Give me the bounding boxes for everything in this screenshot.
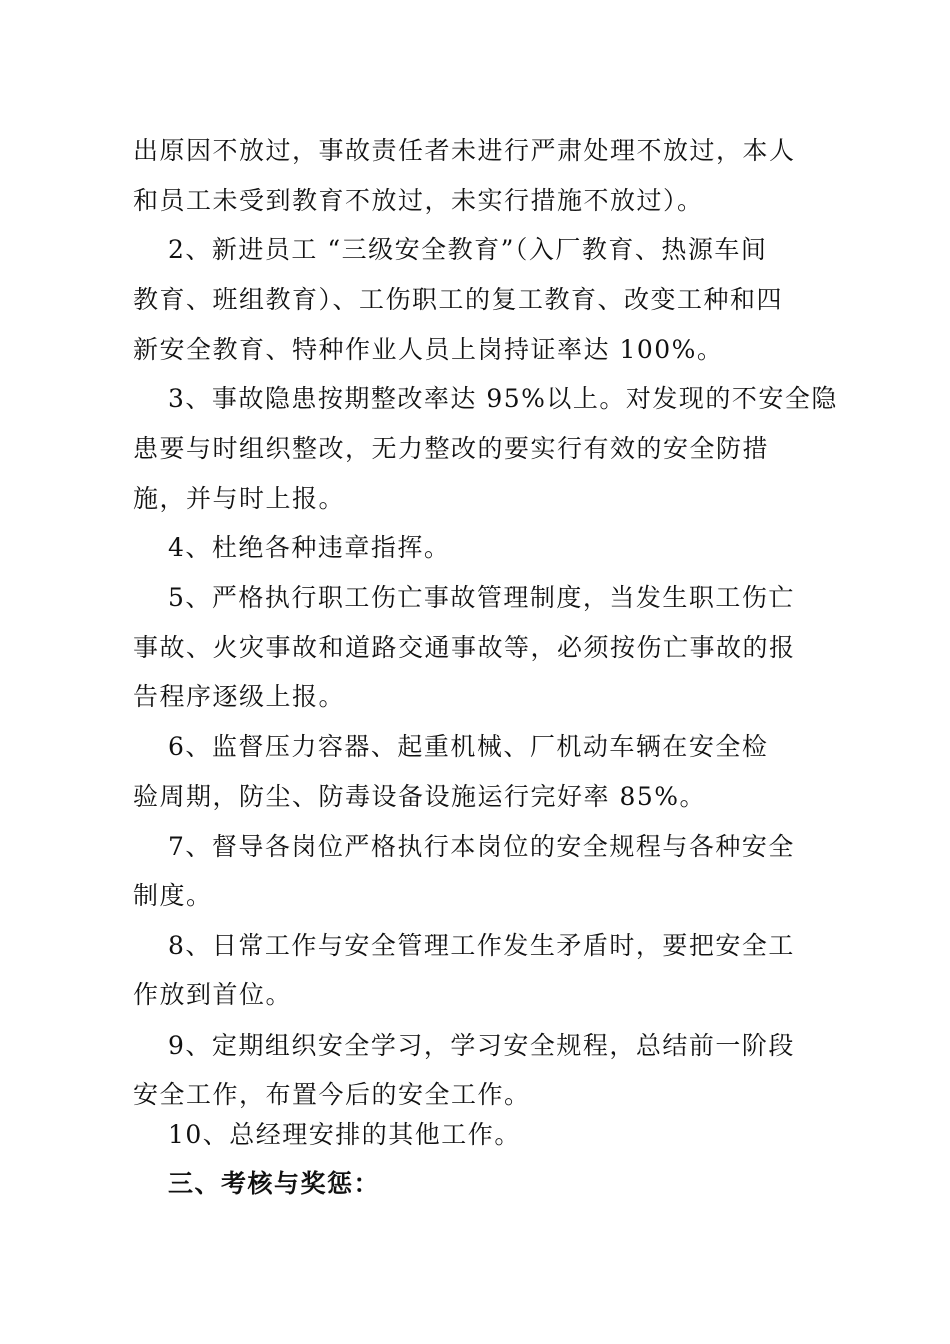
list-item-3: 3、事故隐患按期整改率达 95%以上。对发现的不安全隐 (168, 384, 838, 413)
section-heading: 三、考核与奖惩： (168, 1169, 381, 1198)
text-line: 告程序逐级上报。 (133, 682, 346, 711)
text-line: 新安全教育、特种作业人员上岗持证率达 100%。 (133, 335, 724, 364)
list-item-9: 9、定期组织安全学习，学习安全规程，总结前一阶段 (168, 1031, 795, 1060)
text-line: 制度。 (133, 881, 213, 910)
text-line: 安全工作，布置今后的安全工作。 (133, 1080, 531, 1109)
text-line: 施，并与时上报。 (133, 484, 346, 513)
text-line: 事故、火灾事故和道路交通事故等，必须按伤亡事故的报 (133, 633, 796, 662)
list-item-10: 10、总经理安排的其他工作。 (168, 1120, 521, 1149)
list-item-2: 2、新进员工 “三级安全教育”（入厂教育、热源车间 (168, 235, 768, 264)
list-item-6: 6、监督压力容器、起重机械、厂机动车辆在安全检 (168, 732, 769, 761)
text-line: 患要与时组织整改，无力整改的要实行有效的安全防措 (133, 434, 770, 463)
list-item-4: 4、杜绝各种违章指挥。 (168, 533, 451, 562)
list-item-8: 8、日常工作与安全管理工作发生矛盾时，要把安全工 (168, 931, 795, 960)
text-line: 教育、班组教育）、工伤职工的复工教育、改变工种和四 (133, 285, 784, 314)
text-line: 作放到首位。 (133, 980, 293, 1009)
list-item-5: 5、严格执行职工伤亡事故管理制度，当发生职工伤亡 (168, 583, 795, 612)
text-line: 验周期，防尘、防毒设备设施运行完好率 85%。 (133, 782, 707, 811)
text-line: 出原因不放过，事故责任者未进行严肃处理不放过，本人 (133, 136, 796, 165)
list-item-7: 7、督导各岗位严格执行本岗位的安全规程与各种安全 (168, 832, 795, 861)
text-line: 和员工未受到教育不放过，未实行措施不放过）。 (133, 186, 704, 215)
